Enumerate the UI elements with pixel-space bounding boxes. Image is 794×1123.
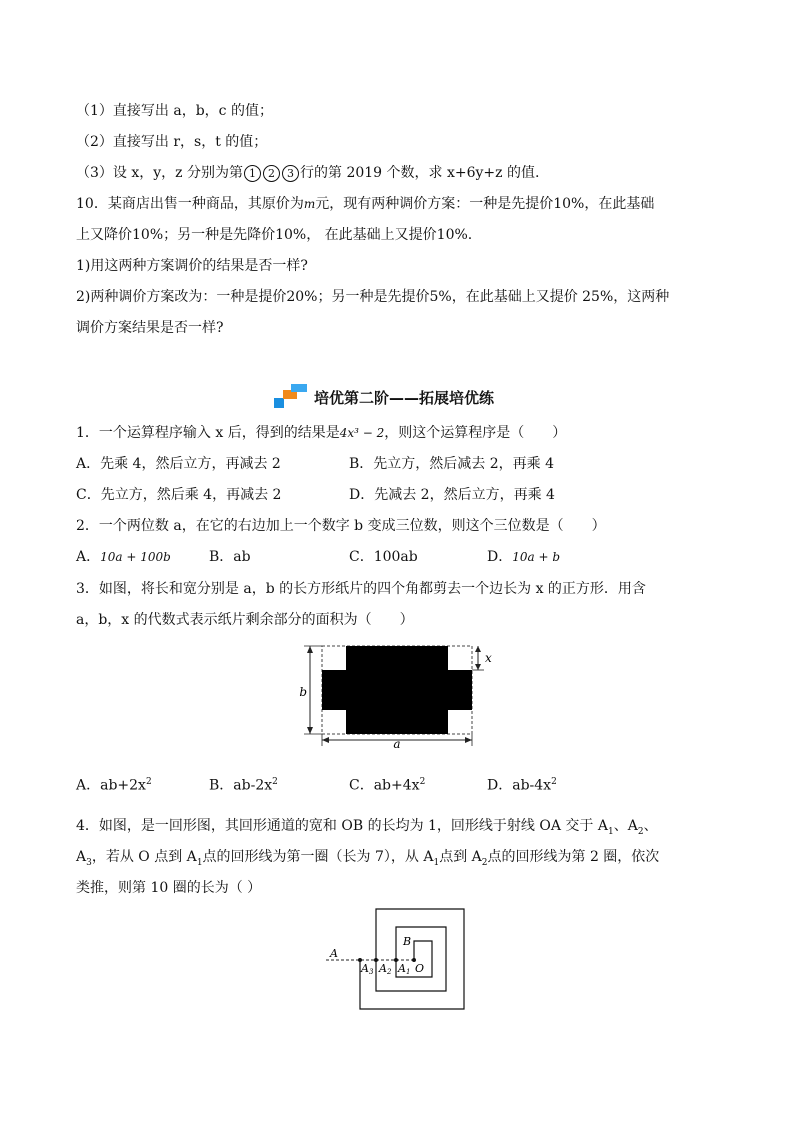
q3-label-a: a bbox=[393, 737, 401, 750]
q4-stem-line-3: 类推，则第 10 圈的长为（ ） bbox=[76, 880, 262, 896]
prev-sub-question-1: （1）直接写出 a，b，c 的值； bbox=[76, 103, 273, 119]
q4-label-A2: A2 bbox=[379, 962, 392, 976]
q3-option-d[interactable]: D．$ab-4x^2$ bbox=[487, 777, 557, 794]
q1-option-b[interactable]: B．先立方，然后减去 2，再乘 4 bbox=[349, 456, 555, 472]
q3-label-b: b bbox=[299, 685, 307, 699]
q4-stem-line-2: $A_3$，若从 O 点到 $A_1$点的回形线为第一圈（长为 7），从 $A_1$点到 $A_2$点的回形线为第 2 圈，依次 bbox=[76, 849, 660, 868]
circled-number-1: 1 bbox=[244, 165, 261, 182]
q4-label-B: B bbox=[403, 935, 412, 948]
q3-remaining-paper bbox=[322, 646, 472, 734]
section-title: 培优第二阶——拓展培优练 bbox=[314, 388, 495, 407]
problem-10-question-1: 1)用这两种方案调价的结果是否一样? bbox=[76, 258, 308, 274]
q2-option-d[interactable]: D．10a + b bbox=[487, 549, 561, 565]
q2-option-c[interactable]: C．100ab bbox=[349, 549, 418, 565]
q1-option-c[interactable]: C．先立方，然后乘 4，再减去 2 bbox=[76, 487, 282, 503]
section-header bbox=[274, 384, 494, 410]
problem-10-question-2-line-2: 调价方案结果是否一样? bbox=[76, 320, 224, 336]
q4-label-A3: A3 bbox=[361, 962, 374, 976]
q3-option-c[interactable]: C．$ab+4x^2$ bbox=[349, 777, 426, 794]
q3-option-a[interactable]: A．$ab+2x^2$ bbox=[76, 777, 152, 794]
problem-10-question-2-line-1: 2)两种调价方案改为：一种是提价20%；另一种是先提价5%，在此基础上又提价 25%，这两种 bbox=[76, 289, 670, 305]
q3-figure bbox=[298, 640, 498, 750]
problem-10-line-2: 上又降价10%；另一种是先降价10%， 在此基础上又提价10%. bbox=[76, 227, 473, 243]
q2-option-a[interactable]: A．10a + 100b bbox=[76, 549, 171, 565]
q3-label-x: x bbox=[485, 651, 492, 665]
q3-stem-line-1: 3．如图，将长和宽分别是 a，b 的长方形纸片的四个角都剪去一个边长为 x 的正方形．用含 bbox=[76, 581, 646, 597]
section-logo-icon bbox=[274, 384, 308, 410]
q1-option-a[interactable]: A．先乘 4，然后立方，再减去 2 bbox=[76, 456, 281, 472]
q3-stem-line-2: a，b，x 的代数式表示纸片剩余部分的面积为（ ） bbox=[76, 612, 414, 628]
q1-expression: 4x³ − 2 bbox=[339, 426, 385, 440]
circled-number-2: 2 bbox=[263, 165, 280, 182]
prev-sub-question-3: （3）设 x，y，z 分别为第 1 2 3 行的第 2019 个数，求 x+6y+z 的值. bbox=[76, 165, 540, 181]
q1-option-d[interactable]: D．先减去 2，然后立方，再乘 4 bbox=[349, 487, 555, 503]
problem-10-line-1: 10．某商店出售一种商品，其原价为m元，现有两种调价方案：一种是先提价10%，在此基础 bbox=[76, 196, 655, 212]
q4-label-O: O bbox=[415, 962, 425, 975]
q3-option-b[interactable]: B．$ab-2x^2$ bbox=[209, 777, 278, 794]
circled-number-3: 3 bbox=[282, 165, 299, 182]
q1-stem: 1．一个运算程序输入 x 后，得到的结果是4x³ − 2，则这个运算程序是（ ） bbox=[76, 425, 567, 441]
prev-sub-question-2: （2）直接写出 r，s，t 的值； bbox=[76, 134, 268, 150]
q2-stem: 2．一个两位数 a，在它的右边加上一个数字 b 变成三位数，则这个三位数是（ ） bbox=[76, 518, 606, 534]
q2-option-b[interactable]: B．ab bbox=[209, 549, 251, 565]
q4-label-A1: A1 bbox=[398, 962, 411, 976]
q4-stem-line-1: 4．如图，是一回形图，其回形通道的宽和 OB 的长均为 1，回形线于射线 OA 交于 $A_1$、$A_2$、 bbox=[76, 818, 658, 837]
q4-label-A: A bbox=[330, 947, 338, 960]
q4-spiral-figure bbox=[322, 905, 472, 1015]
